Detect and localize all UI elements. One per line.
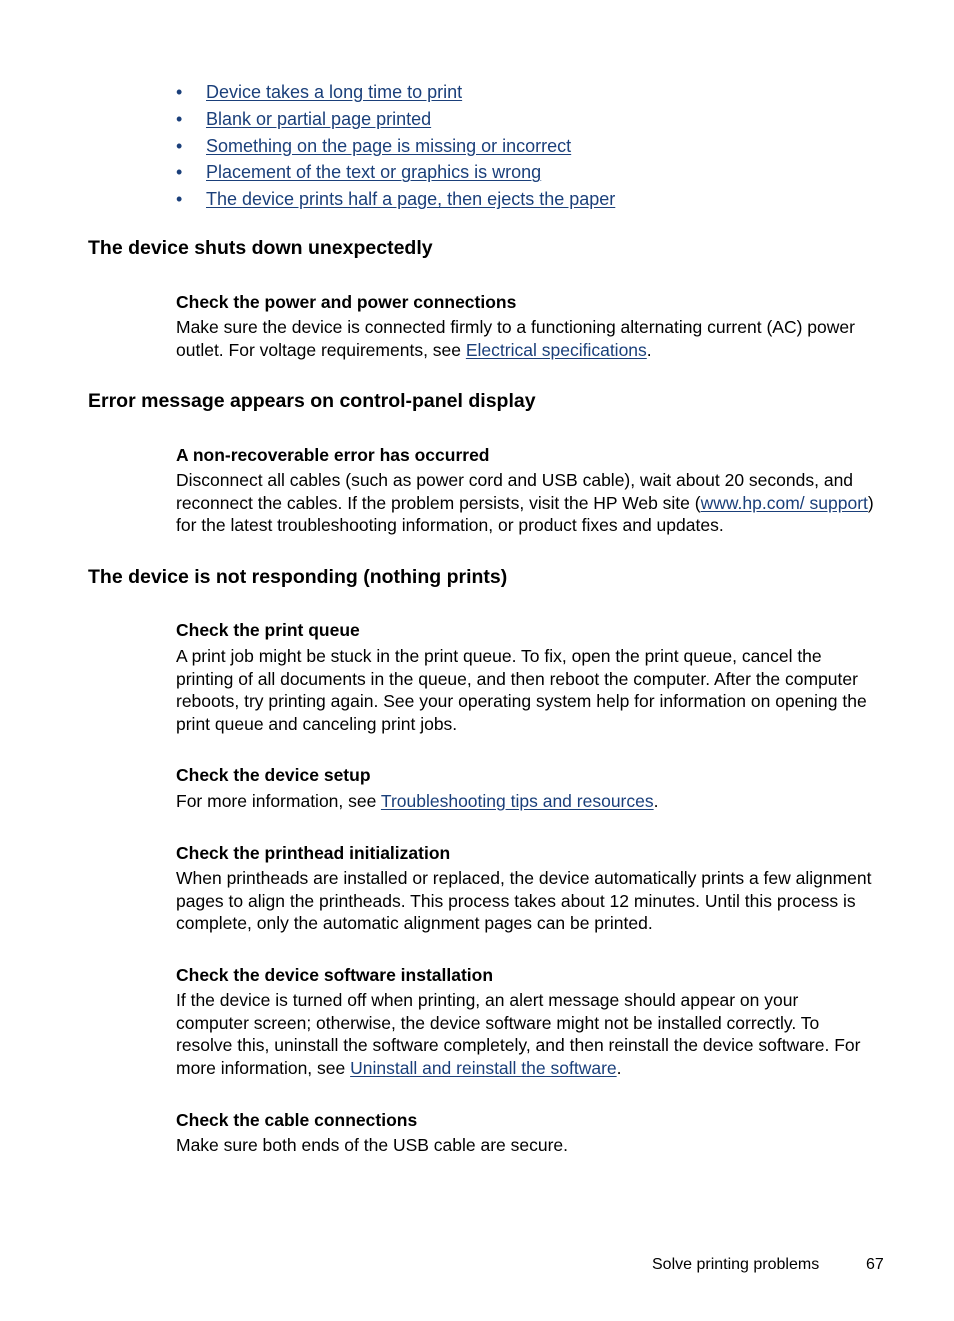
paragraph-printhead-initialization: When printheads are installed or replaced, the device automatically prints a few alignment pages to align the printheads. This process takes about 12 minutes. Until this process is complete, only the automatic alignment pages can be printed. [176,868,872,934]
subheading-power-connections: Check the power and power connections [176,292,517,312]
link-long-time-to-print[interactable]: Device takes a long time to print [206,82,463,102]
bullet-icon: • [176,108,183,129]
paragraph-print-queue: A print job might be stuck in the print queue. To fix, open the print queue, cancel the printing of all documents in the queue, and then reboot the computer. After the computer reboots, try printing again. See your operating system help for information on opening the print queue and canceling print jobs. [176,646,867,734]
footer-section-title: Solve printing problems [652,1256,820,1273]
link-something-missing[interactable]: Something on the page is missing or incorrect [206,135,572,156]
paragraph-text: Make sure the device is connected firmly to a functioning alternating current (AC) power outlet. For voltage requirements, see [176,317,855,360]
link-hp-support[interactable]: www.hp.com/ support [700,492,868,513]
list-item [176,79,615,106]
list-item [176,186,615,213]
paragraph-text: If the device is turned off when printing, an alert message should appear on your computer screen; otherwise, the device software might not be installed correctly. To resolve this, uninstall the software completely, and then reinstall the device software. For more information, see [176,990,861,1078]
footer-page-number: 67 [866,1256,884,1273]
paragraph-cable-connections: Make sure both ends of the USB cable are secure. [176,1135,569,1155]
link-uninstall-reinstall[interactable]: Uninstall and reinstall the software [350,1057,617,1078]
subheading-print-queue: Check the print queue [176,620,360,640]
heading-shuts-down: The device shuts down unexpectedly [88,237,433,259]
subheading-non-recoverable-error: A non-recoverable error has occurred [176,445,490,465]
link-placement-wrong[interactable]: Placement of the text or graphics is wrong [206,162,542,183]
bullet-icon: • [176,162,183,183]
subheading-cable-connections: Check the cable connections [176,1110,418,1130]
subheading-device-setup: Check the device setup [176,765,371,785]
paragraph-non-recoverable-error [176,469,876,537]
link-troubleshooting-tips[interactable]: Troubleshooting tips and resources [380,791,654,811]
subheading-software-installation: Check the device software installation [176,965,494,985]
paragraph-text: For more information, see [176,791,381,811]
list-item [176,106,615,133]
paragraph-power-connections [176,316,876,361]
heading-not-responding: The device is not responding (nothing prints) [88,566,508,588]
bullet-icon: • [176,135,183,156]
link-electrical-specifications[interactable]: Electrical specifications [465,339,647,360]
heading-error-message: Error message appears on control-panel display [88,390,536,412]
bullet-icon: • [176,82,183,102]
bullet-icon: • [176,189,183,210]
paragraph-device-setup [176,790,876,813]
link-half-page-ejects[interactable]: The device prints half a page, then ejects the paper [206,189,616,210]
paragraph-software-installation [176,989,876,1079]
paragraph-text: ) for the latest troubleshooting information, or product fixes and updates. [176,492,874,536]
paragraph-text: . [616,1057,622,1078]
subheading-printhead-initialization: Check the printhead initialization [176,843,451,863]
list-item [176,133,615,160]
paragraph-text: Disconnect all cables (such as power cord and USB cable), wait about 20 seconds, and reconnect the cables. If the problem persists, visit the HP Web site ( [176,470,854,513]
link-blank-partial-page[interactable]: Blank or partial page printed [206,108,432,129]
paragraph-text: . [646,339,652,360]
paragraph-text: . [653,791,659,811]
list-item [176,159,615,186]
topic-link-list [176,79,615,213]
